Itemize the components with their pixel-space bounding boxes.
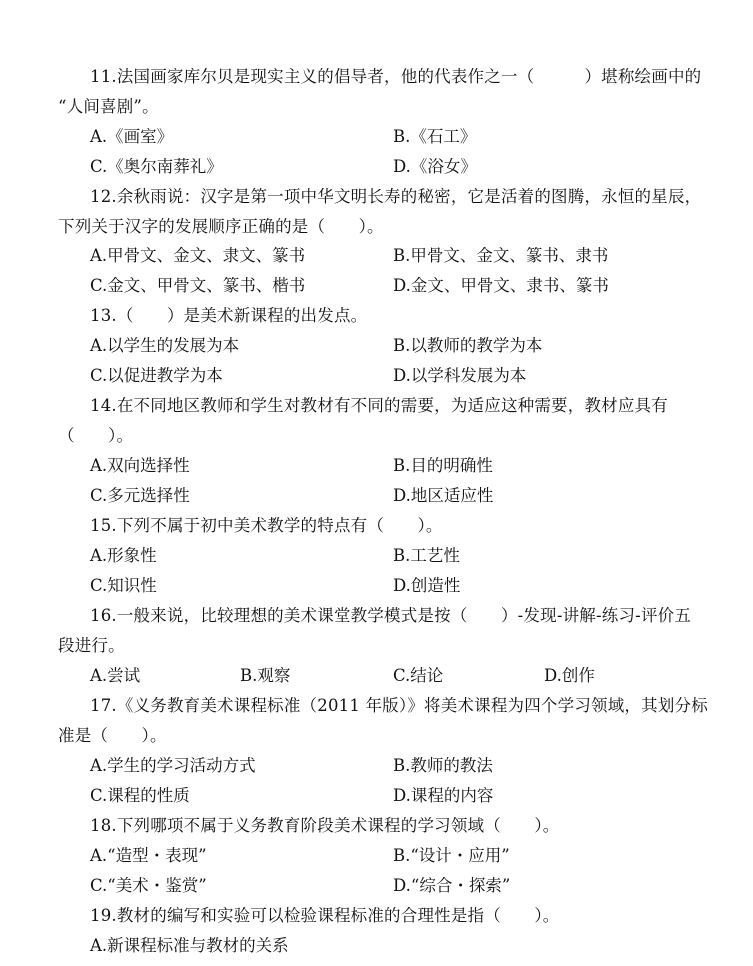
question-17-option-d: D.课程的内容	[393, 786, 494, 805]
question-17-stem-cont: 准是（ ）。	[58, 726, 167, 745]
question-17-option-a: A.学生的学习活动方式	[90, 756, 256, 775]
question-13-option-c: C.以促进教学为本	[90, 366, 223, 385]
question-15-option-d: D.创造性	[393, 576, 461, 595]
question-19-stem: 19.教材的编写和实验可以检验课程标准的合理性是指（ ）。	[90, 906, 560, 925]
question-11-stem: 11.法国画家库尔贝是现实主义的倡导者，他的代表作之一（ ）堪称绘画中的	[90, 67, 702, 86]
question-18-stem: 18.下列哪项不属于义务教育阶段美术课程的学习领域（ ）。	[90, 816, 560, 835]
question-14-option-c: C.多元选择性	[90, 486, 190, 505]
question-13-option-a: A.以学生的发展为本	[90, 336, 240, 355]
question-18-option-d: D.“综合・探索”	[393, 876, 511, 895]
question-11-stem-cont: “人间喜剧”。	[58, 97, 159, 116]
question-16-option-b: B.观察	[240, 666, 291, 685]
question-11-option-a: A.《画室》	[90, 127, 174, 146]
question-15-stem: 15.下列不属于初中美术教学的特点有（ ）。	[90, 516, 443, 535]
question-14-stem: 14.在不同地区教师和学生对教材有不同的需要，为适应这种需要，教材应具有	[90, 396, 668, 415]
question-18-option-a: A.“造型・表现”	[90, 846, 207, 865]
question-12-option-c: C.金文、甲骨文、篆书、楷书	[90, 276, 306, 295]
question-11-option-b: B.《石工》	[393, 127, 477, 146]
question-12-option-a: A.甲骨文、金文、隶文、篆书	[90, 246, 306, 265]
question-18-option-b: B.“设计・应用”	[393, 846, 510, 865]
question-19-option-a: A.新课程标准与教材的关系	[90, 936, 289, 955]
question-18-option-c: C.“美术・鉴赏”	[90, 876, 207, 895]
question-13-option-d: D.以学科发展为本	[393, 366, 527, 385]
question-14-stem-cont: （ ）。	[58, 426, 134, 445]
question-15-option-b: B.工艺性	[393, 546, 460, 565]
question-13-stem: 13.（ ）是美术新课程的出发点。	[90, 306, 368, 325]
question-16-option-d: D.创作	[544, 666, 595, 685]
question-16-option-c: C.结论	[393, 666, 444, 685]
question-14-option-a: A.双向选择性	[90, 456, 190, 475]
question-16-option-a: A.尝试	[90, 666, 141, 685]
question-12-option-b: B.甲骨文、金文、篆书、隶书	[393, 246, 609, 265]
question-16-stem: 16.一般来说，比较理想的美术课堂教学模式是按（ ）-发现-讲解-练习-评价五	[90, 606, 692, 625]
question-12-stem: 12.余秋雨说：汉字是第一项中华文明长寿的秘密，它是活着的图腾，永恒的星辰，	[90, 187, 702, 206]
question-15-option-c: C.知识性	[90, 576, 157, 595]
question-14-option-d: D.地区适应性	[393, 486, 494, 505]
question-14-option-b: B.目的明确性	[393, 456, 493, 475]
question-16-stem-cont: 段进行。	[58, 636, 125, 655]
question-17-option-b: B.教师的教法	[393, 756, 493, 775]
question-11-option-c: C.《奥尔南葬礼》	[90, 157, 223, 176]
question-12-stem-cont: 下列关于汉字的发展顺序正确的是（ ）。	[58, 217, 384, 236]
question-11-option-d: D.《浴女》	[393, 157, 477, 176]
question-13-option-b: B.以教师的教学为本	[393, 336, 543, 355]
question-17-stem: 17.《义务教育美术课程标准（2011 年版）》将美术课程为四个学习领域，其划分标	[90, 696, 708, 715]
question-12-option-d: D.金文、甲骨文、隶书、篆书	[393, 276, 609, 295]
question-15-option-a: A.形象性	[90, 546, 157, 565]
question-17-option-c: C.课程的性质	[90, 786, 190, 805]
